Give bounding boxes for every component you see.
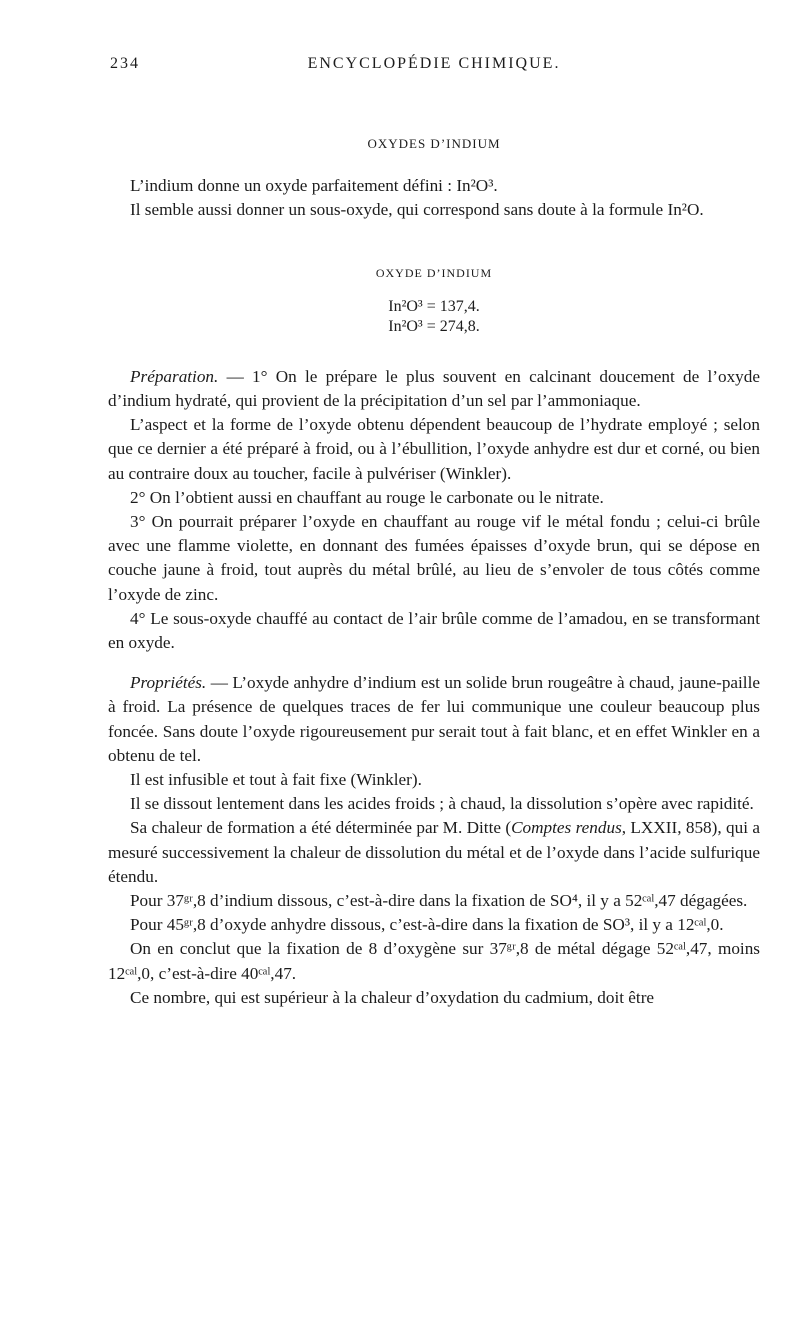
preparation-text: — 1° On le prépare le plus souvent en calcinant doucement de l’oxyde d’indium hydraté, qui provient de la précipitation d’un sel par l’ammoniaque. [108, 366, 760, 411]
page-header [108, 52, 760, 92]
ditte-text-a: Sa chaleur de formation a été déterminée par M. Ditte ( [130, 818, 512, 838]
subsection-title: OXYDE D’INDIUM [375, 265, 493, 280]
properties-text: — L’oxyde anhydre d’indium est un solide brun rougeâtre à chaud, jaune-paille à froid. La présence de quelques traces de fer lui communique une couleur beaucoup plus foncée. Sans doute l’oxyde rigoureusement pur serait tout à fait blanc, et en effet Winkler en a obtenu de tel. [108, 673, 760, 765]
preparation-paragraph-3: 2° On l’obtient aussi en chauffant au rouge le carbonate ou le nitrate. [130, 487, 604, 507]
properties-paragraph-3: Il se dissout lentement dans les acides froids ; à chaud, la dissolution s’opère avec rapidité. [130, 794, 754, 814]
section-title: OXYDES D’INDIUM [367, 136, 501, 151]
intro-paragraph-2: Il semble aussi donner un sous-oxyde, qui correspond sans doute à la formule In²O. [130, 200, 704, 220]
preparation-paragraph-2: L’aspect et la forme de l’oxyde obtenu dépendent beaucoup de l’hydrate employé ; selon que ce dernier a été préparé à froid, ou à l’ébullition, l’oxyde anhydre est dur et corné, ou bien au contraire doux au toucher, facile à pulvériser (Winkler). [108, 415, 760, 483]
properties-heading: Propriétés. [130, 673, 207, 693]
properties-paragraph-2: Il est infusible et tout à fait fixe (Winkler). [130, 770, 422, 790]
intro-paragraph-1: L’indium donne un oxyde parfaitement défini : In²O³. [130, 176, 498, 196]
properties-paragraph-7: On en conclut que la fixation de 8 d’oxygène sur 37ᵍʳ,8 de métal dégage 52ᶜᵃˡ,47, moins 12ᶜᵃˡ,0, c’est-à-dire 40ᶜᵃˡ,47. [108, 939, 760, 983]
formula-line-2: In²O³ = 274,8. [388, 317, 480, 335]
preparation-heading: Préparation. [130, 366, 219, 386]
properties-paragraph-5: Pour 37ᵍʳ,8 d’indium dissous, c’est-à-dire dans la fixation de SO⁴, il y a 52ᶜᵃˡ,47 dégagées. [130, 891, 748, 911]
journal-reference: Comptes rendus [511, 818, 622, 838]
preparation-paragraph-1 [108, 365, 760, 413]
preparation-paragraph-4: 3° On pourrait préparer l’oxyde en chauffant au rouge vif le métal fondu ; celui-ci brûle avec une flamme violette, en donnant des fumées épaisses d’oxyde brun, qui se dépose en couche jaune à froid, tout auprès du métal brûlé, au lieu de s’envoler de tous côtés comme l’oxyde de zinc. [108, 512, 760, 604]
properties-paragraph-8: Ce nombre, qui est supérieur à la chaleur d’oxydation du cadmium, doit être [130, 987, 655, 1007]
properties-paragraph-6: Pour 45ᵍʳ,8 d’oxyde anhydre dissous, c’est-à-dire dans la fixation de SO³, il y a 12ᶜᵃˡ,0. [130, 915, 724, 935]
page-number: 234 [110, 55, 140, 72]
ditte-text-b: , LXXII, 858), qui a mesuré successivement la chaleur de dissolution du métal et de l’oxyde dans l’acide sulfurique étendu. [108, 818, 760, 886]
properties-paragraph-1 [108, 671, 760, 768]
running-title: ENCYCLOPÉDIE CHIMIQUE. [307, 55, 561, 72]
page [108, 0, 760, 1010]
preparation-paragraph-5: 4° Le sous-oxyde chauffé au contact de l’air brûle comme de l’amadou, en se transformant en oxyde. [108, 608, 760, 653]
formula-line-1: In²O³ = 137,4. [388, 297, 480, 315]
properties-paragraph-4 [108, 816, 760, 889]
